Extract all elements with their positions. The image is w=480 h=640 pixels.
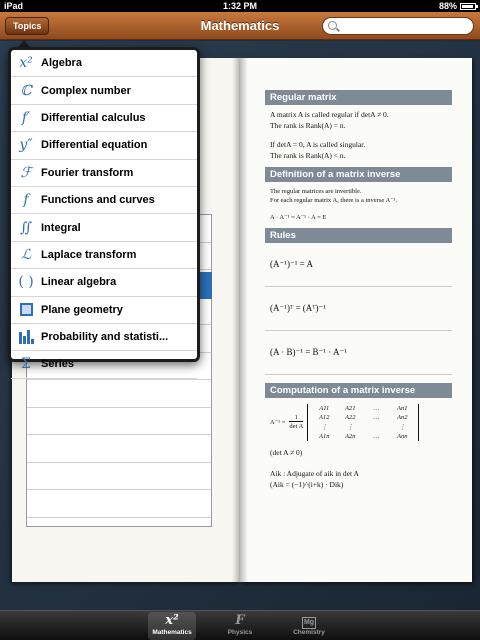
list-row[interactable] (27, 380, 211, 408)
complex-set-icon: ℂ (20, 82, 32, 99)
topic-label: Functions and curves (41, 194, 155, 207)
formula-fraction (289, 414, 303, 430)
matrix-cell: A11 (319, 404, 330, 412)
topic-label: Fourier transform (41, 166, 134, 179)
computation-note: (Aik = (−1)^(i+k) · Dik) (270, 479, 344, 489)
section-header-computation: Computation of a matrix inverse (265, 383, 452, 398)
topic-label: Differential calculus (41, 111, 146, 124)
matrix-cell: A2n (345, 432, 356, 440)
square-icon (11, 302, 41, 318)
status-bar (0, 0, 480, 12)
popover-arrow (18, 40, 30, 47)
definition-line: For each regular matrix A, there is a inverse A⁻¹. (270, 196, 398, 204)
tab-bar (0, 610, 480, 640)
definition-line: The regular matrices are invertible. (270, 187, 362, 195)
matrix-cell: A22 (345, 413, 356, 421)
formula-lhs: A⁻¹ = (270, 419, 286, 427)
navigation-bar (0, 12, 480, 40)
list-row[interactable] (27, 490, 211, 518)
formula-content (265, 90, 452, 495)
regular-line: The rank is Rank(A) < n. (270, 150, 346, 160)
tab-mathematics[interactable] (148, 612, 196, 640)
section-body-regular-matrix (265, 105, 452, 167)
topic-label: Probability and statisti... (41, 331, 169, 344)
list-row[interactable] (27, 463, 211, 491)
derivative-icon: f′ (21, 109, 31, 126)
force-vector-icon: F (235, 613, 245, 628)
topic-item-plane-geometry[interactable] (11, 297, 197, 324)
matrix-cell: A12 (319, 413, 330, 421)
fraction-denominator: det A (289, 423, 304, 431)
computation-note: Aik : Adjugate of aik in det A (270, 468, 359, 478)
integral-icon: ∬ (20, 219, 32, 236)
section-header-definition: Definition of a matrix inverse (265, 167, 452, 182)
tab-label: Physics (227, 629, 253, 636)
matrix-cell: A1n (319, 432, 330, 440)
second-derivative-icon: y″ (19, 137, 33, 154)
topic-item-complex-number[interactable] (11, 77, 197, 104)
section-header-regular-matrix: Regular matrix (265, 90, 452, 105)
matrix-cell: An2 (397, 413, 408, 421)
adjugate-matrix (307, 404, 419, 441)
laplace-icon: ℒ (20, 246, 32, 263)
tab-label: Mathematics (152, 629, 192, 636)
battery-icon (460, 3, 476, 10)
matrix-cell: An1 (397, 404, 408, 412)
regular-line: A matrix A is called regular if detA ≠ 0. (270, 110, 389, 119)
topic-item-laplace-transform[interactable] (11, 242, 197, 269)
topic-item-differential-equation[interactable] (11, 132, 197, 159)
search-icon (328, 21, 337, 30)
fraction-numerator: 1 (294, 414, 298, 422)
computation-notes (265, 443, 452, 496)
matrix-cell: … (373, 432, 380, 440)
matrix-cell: Ann (397, 432, 408, 440)
matrix-cell (363, 423, 389, 431)
clock: 1:32 PM (222, 1, 257, 11)
topic-label: Differential equation (41, 139, 148, 152)
topic-item-functions-and-curves[interactable] (11, 187, 197, 214)
rule-item: (A⁻¹)ᵀ = (Aᵀ)⁻¹ (265, 287, 452, 331)
fourier-icon: ℱ (20, 164, 32, 181)
tab-physics[interactable] (216, 612, 264, 640)
rule-item: (A · B)⁻¹ = B⁻¹ · A⁻¹ (265, 331, 452, 375)
topics-popover (8, 47, 200, 373)
list-row[interactable] (27, 408, 211, 436)
topics-button[interactable]: Topics (5, 17, 49, 35)
definition-line: A · A⁻¹ = A⁻¹ · A = E (270, 214, 327, 222)
sigma-icon: Σ (21, 356, 31, 373)
tab-label: Chemistry (293, 629, 325, 636)
computation-condition: (det A ≠ 0) (270, 447, 303, 457)
book-spine (232, 58, 248, 582)
matrix-cell: … (373, 413, 380, 421)
topic-item-fourier-transform[interactable] (11, 160, 197, 187)
matrix-cell: ⋮ (399, 423, 406, 431)
rule-item: (A⁻¹)⁻¹ = A (265, 243, 452, 287)
topic-label: Series (41, 358, 75, 371)
parentheses-icon: ( ) (18, 274, 34, 291)
topic-item-differential-calculus[interactable] (11, 105, 197, 132)
topic-label: Plane geometry (41, 303, 123, 316)
battery-percent: 88% (438, 1, 457, 11)
topic-item-probability[interactable] (11, 324, 197, 351)
tab-chemistry[interactable] (285, 612, 333, 640)
regular-line: The rank is Rank(A) = n. (270, 120, 346, 130)
search-field[interactable] (322, 17, 474, 35)
element-icon: Mg (285, 612, 333, 629)
topic-label: Algebra (41, 57, 82, 70)
inverse-formula (265, 398, 452, 443)
matrix-cell: ⋮ (321, 423, 328, 431)
topic-item-integral[interactable] (11, 214, 197, 241)
carrier-label: iPad (4, 1, 24, 11)
topic-item-series[interactable] (11, 351, 197, 378)
page-title: Mathematics (200, 18, 280, 33)
topic-item-algebra[interactable] (11, 50, 197, 77)
topic-item-linear-algebra[interactable] (11, 269, 197, 296)
section-body-definition (265, 182, 452, 228)
list-row[interactable] (27, 435, 211, 463)
bar-chart-icon (11, 329, 41, 345)
x-squared-icon: x² (19, 55, 33, 72)
x-squared-icon: x² (165, 613, 179, 628)
search-input[interactable] (341, 19, 469, 33)
topic-label: Integral (41, 221, 81, 234)
function-icon: f (23, 192, 29, 209)
matrix-cell: … (373, 404, 380, 412)
topic-label: Linear algebra (41, 276, 117, 289)
rules-list (265, 243, 452, 375)
topics-list (11, 50, 197, 373)
matrix-cell: ⋮ (347, 423, 354, 431)
section-header-rules: Rules (265, 228, 452, 243)
topic-label: Laplace transform (41, 248, 137, 261)
topic-label: Complex number (41, 84, 131, 97)
status-right (439, 0, 476, 12)
selected-row-marker (200, 272, 212, 299)
matrix-cell: A21 (345, 404, 356, 412)
regular-line: If detA = 0, A is called singular. (270, 139, 366, 149)
